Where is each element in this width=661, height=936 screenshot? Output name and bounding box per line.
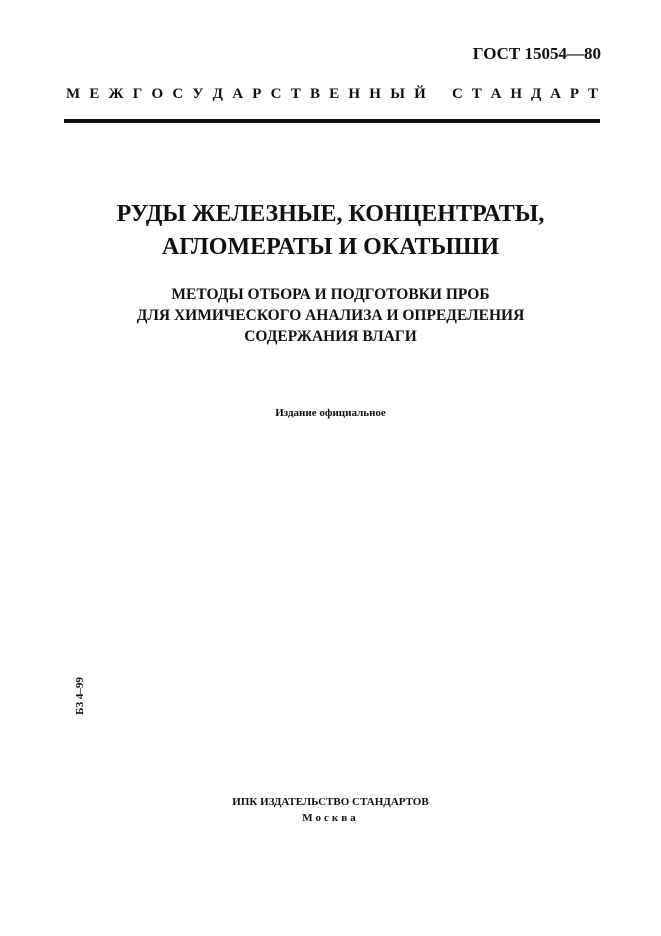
category-letter: Т (471, 86, 482, 102)
header-rule (64, 119, 600, 123)
title-line: АГЛОМЕРАТЫ И ОКАТЫШИ (161, 234, 500, 260)
category-word-standard (452, 86, 598, 103)
category-letter: С (270, 86, 282, 102)
document-number: ГОСТ 15054—80 (472, 44, 601, 63)
category-letter: Е (329, 86, 340, 102)
category-letter: Т (587, 86, 598, 102)
title-line: РУДЫ ЖЕЛЕЗНЫЕ, КОНЦЕНТРАТЫ, (116, 201, 545, 227)
document-subtitle (0, 284, 661, 347)
category-letter: Н (510, 86, 523, 102)
category-letter: А (232, 86, 244, 102)
category-letter: Н (369, 86, 381, 102)
category-letter: М (66, 86, 81, 102)
category-letter: С (452, 86, 463, 102)
category-letter: Е (89, 86, 100, 102)
subtitle-line: МЕТОДЫ ОТБОРА И ПОДГОТОВКИ ПРОБ (171, 286, 490, 303)
category-letter: А (550, 86, 561, 102)
side-code: БЗ 4–99 (74, 677, 86, 715)
category-letter: Н (348, 86, 361, 102)
category-letter: В (309, 86, 320, 102)
category-letter: С (172, 86, 184, 102)
category-letter: Ж (108, 86, 124, 102)
document-title (0, 198, 661, 264)
category-letter: Р (569, 86, 580, 102)
category-letter: Д (212, 86, 223, 102)
category-letter: У (192, 86, 204, 102)
category-letter: Д (530, 86, 542, 102)
subtitle-line: СОДЕРЖАНИЯ ВЛАГИ (244, 328, 417, 345)
subtitle-line: ДЛЯ ХИМИЧЕСКОГО АНАЛИЗА И ОПРЕДЕЛЕНИЯ (136, 307, 525, 324)
category-word-interstate (66, 86, 426, 103)
category-letter: Р (252, 86, 262, 102)
publisher-name: ИПК ИЗДАТЕЛЬСТВО СТАНДАРТОВ (232, 796, 429, 808)
category-letter: А (490, 86, 502, 102)
category-letter: Й (414, 86, 426, 102)
category-letter: Ы (390, 86, 405, 102)
standard-category (66, 86, 598, 103)
category-letter: Г (132, 86, 143, 102)
publisher-city: Москва (302, 812, 359, 824)
category-letter: Т (290, 86, 301, 102)
category-letter: О (151, 86, 164, 102)
edition-note: Издание официальное (275, 407, 386, 419)
